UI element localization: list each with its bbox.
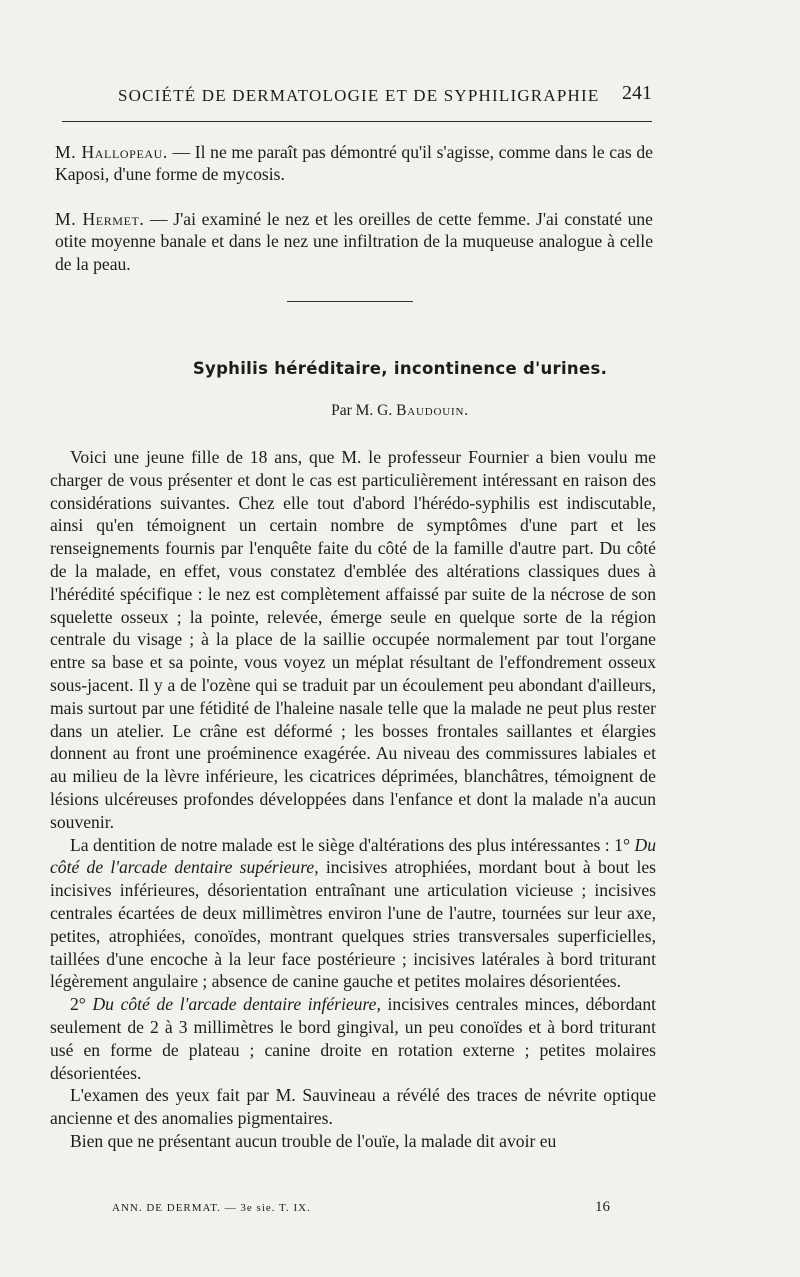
article-title: Syphilis héréditaire, incontinence d'urines. xyxy=(192,359,608,378)
dentition-lower-text: incisives centrales minces, débordant seulement de 2 à 3 millimètres le bord gingival, un peu conoïdes et à bord triturant usé en forme de plateau ; canine droite en rotation externe ; petites molaires désorientées. xyxy=(50,994,657,1083)
page-footer xyxy=(112,1199,610,1221)
byline-prefix: Par M. G. xyxy=(331,402,397,419)
dentition-lower-label: Du côté de l'arcade dentaire inférieure, xyxy=(92,994,381,1015)
dentition-upper-text: incisives atrophiées, mordant bout à bout les incisives inférieures, désorientation entraînant une articulation vicieuse ; incisives centrales écartées de deux millimètres environ l'une de l'autre, tournées sur leur axe, petites, atrophiées, conoïdes, montrant quelques stries transversales superficielles, taillées d'une encoche à la leur face postérieure ; incisives latérales à bord triturant légèrement angulaire ; absence de canine gauche et petites molaires désorientées. xyxy=(50,857,656,992)
section-divider xyxy=(287,301,413,302)
journal-reference: ANN. DE DERMAT. — 3e sie. T. IX. xyxy=(112,1202,311,1214)
dentition-lower-prefix: 2° xyxy=(70,994,93,1015)
paragraph-hearing: Bien que ne présentant aucun trouble de l'ouïe, la malade dit avoir eu xyxy=(70,1130,557,1151)
speaker-name: M. Hallopeau. xyxy=(55,142,168,162)
speaker-name: M. Hermet. xyxy=(55,209,145,229)
running-title: SOCIÉTÉ DE DERMATOLOGIE ET DE SYPHILIGRAPHIE xyxy=(118,86,600,105)
header-rule xyxy=(62,121,652,122)
byline-author: Baudouin. xyxy=(396,402,469,419)
paragraph-dentition-lower xyxy=(50,993,656,1084)
page-number: 241 xyxy=(622,82,652,104)
discussion-hallopeau xyxy=(55,141,653,186)
signature-mark: 16 xyxy=(595,1199,610,1215)
dentition-intro: La dentition de notre malade est le siège d'altérations des plus intéressantes : 1° xyxy=(70,834,635,855)
article-body xyxy=(50,446,656,1153)
discussion-hermet xyxy=(55,208,653,275)
paragraph-eye-exam: L'examen des yeux fait par M. Sauvineau a révélé des traces de névrite optique ancienne et des anomalies pigmentaires. xyxy=(50,1085,656,1129)
paragraph-dentition xyxy=(50,834,656,994)
speaker-remark: — Il ne me paraît pas démontré qu'il s'agisse, comme dans le cas de Kaposi, d'une forme de mycosis. xyxy=(55,142,653,185)
running-head xyxy=(118,82,652,114)
dentition-upper-label: Du côté de l'arcade dentaire supérieure, xyxy=(50,834,656,878)
speaker-remark: — J'ai examiné le nez et les oreilles de cette femme. J'ai constaté une otite moyenne banale et dans le nez une infiltration de la muqueuse analogue à celle de la peau. xyxy=(55,209,653,274)
article-byline xyxy=(0,402,800,420)
paragraph-case-presentation: Voici une jeune fille de 18 ans, que M. le professeur Fournier a bien voulu me charger de vous présenter et dont le cas est particulièrement intéressant en raison des considérations suivantes. Chez elle tout d'abord l'hérédo-syphilis est indiscutable, ainsi qu'en témoignent un certain nombre de symptômes d'une part et les renseignements fournis par l'enquête faite du côté de la famille d'autre part. Du côté de la malade, en effet, vous constatez d'emblée des altérations classiques dues à l'hérédité spécifique : le nez est complètement affaissé par suite de la nécrose de son squelette osseux ; la pointe, relevée, émerge seule en quelque sorte de la région centrale du visage ; à la place de la saillie occupée normalement par tout l'organe entre sa base et sa pointe, vous voyez un méplat résultant de l'effondrement osseux sous-jacent. Il y a de l'ozène qui se traduit par un écoulement peu abondant d'ailleurs, mais surtout par une fétidité de l'haleine nasale telle que la malade ne peut plus rester dans un atelier. Le crâne est déformé ; les bosses frontales saillantes et élargies donnent au front une proéminence exagérée. Au niveau des commissures labiales et au milieu de la lèvre inférieure, les cicatrices déprimées, blanchâtres, témoignent de lésions ulcéreuses profondes développées dans l'enfance et dont la malade n'a aucun souvenir. xyxy=(50,447,656,832)
